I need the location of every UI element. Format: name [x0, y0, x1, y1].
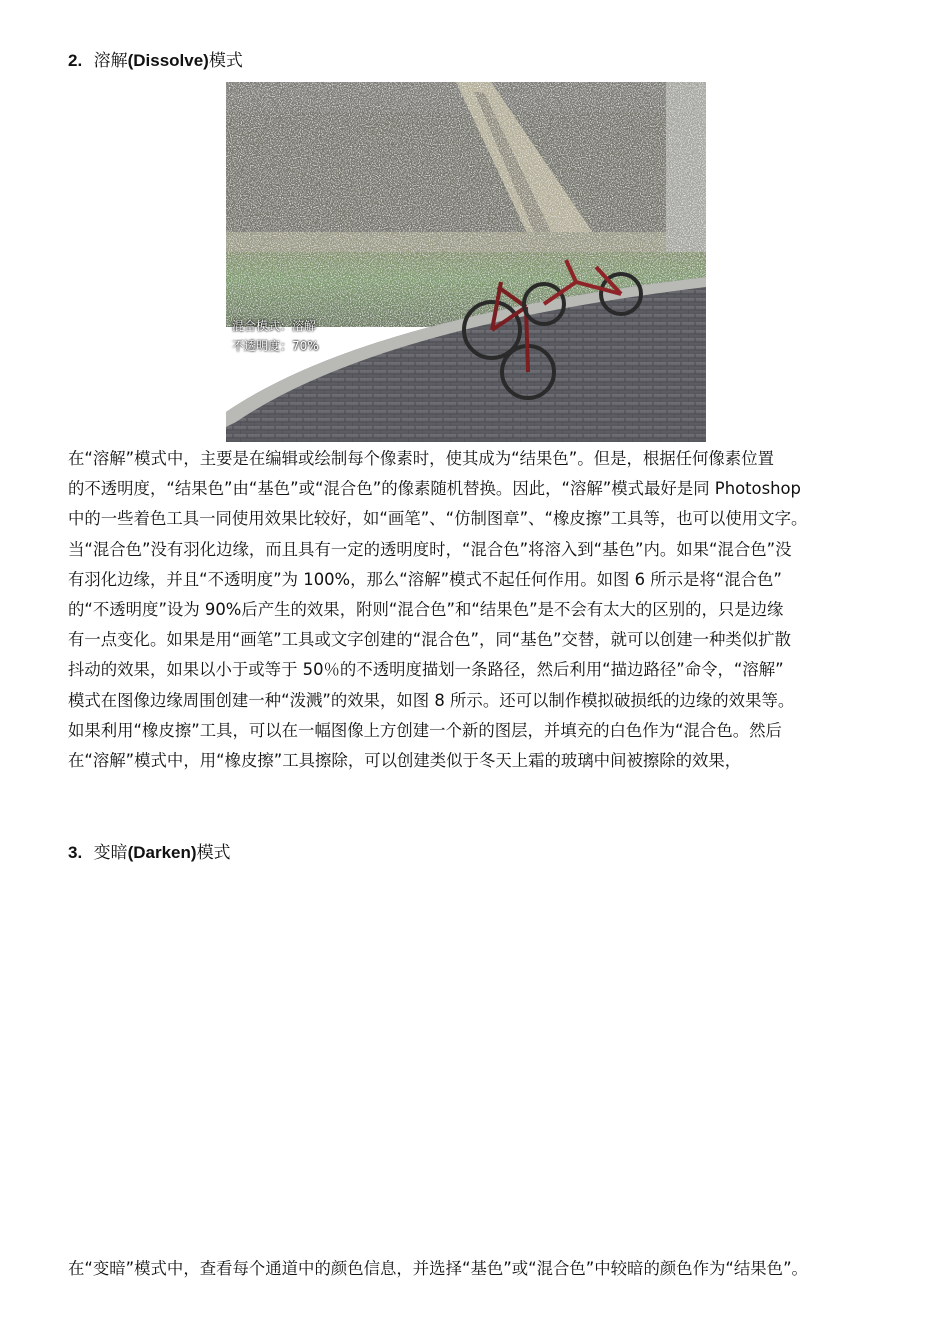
paragraph-line: 当“混合色”没有羽化边缘，而且具有一定的透明度时，“混合色”将溶入到“基色”内。如果“混合色”没 [68, 539, 792, 559]
paragraph-line: 中的一些着色工具一同使用效果比较好，如“画笔”、“仿制图章”、“橡皮擦”工具等，也可以使用文字。 [68, 509, 808, 529]
section-number: 3. [68, 843, 83, 862]
title-cn-prefix: 溶解 [93, 51, 128, 71]
title-en: (Darken) [127, 843, 197, 862]
paragraph-darken [68, 1254, 886, 1284]
overlay-line-mode: 混合模式：溶解 [232, 319, 317, 333]
paragraph-dissolve [68, 444, 886, 776]
title-cn-prefix: 变暗 [93, 843, 128, 863]
paragraph-line: 模式在图像边缘周围创建一种“泼溅”的效果，如图 8 所示。还可以制作模拟破损纸的边缘的效果等。 [68, 690, 795, 710]
title-cn-suffix: 模式 [196, 843, 231, 863]
paragraph-line: 在“变暗”模式中，查看每个通道中的颜色信息，并选择“基色”或“混合色”中较暗的颜色作为“结果色”。 [68, 1259, 808, 1278]
paragraph-line: 的不透明度，“结果色”由“基色”或“混合色”的像素随机替换。因此，“溶解”模式最好是同 Photoshop [68, 479, 801, 499]
section-2-heading [68, 50, 243, 72]
paragraph-line: 有一点变化。如果是用“画笔”工具或文字创建的“混合色”，同“基色”交替，就可以创建一种类似扩散 [68, 630, 791, 650]
paragraph-line: 在“溶解”模式中，用“橡皮擦”工具擦除，可以创建类似于冬天上霜的玻璃中间被擦除的效果， [68, 750, 742, 770]
section-number: 2. [68, 51, 83, 70]
title-en: (Dissolve) [127, 51, 209, 70]
paragraph-line: 有羽化边缘，并且“不透明度”为 100%，那么“溶解”模式不起任何作用。如图 6 所示是将“混合色” [68, 569, 782, 589]
overlay-line-opacity: 不透明度：70% [232, 339, 319, 353]
title-cn-suffix: 模式 [208, 51, 243, 71]
dissolve-example-photo [226, 82, 706, 442]
paragraph-line: 如果利用“橡皮擦”工具，可以在一幅图像上方创建一个新的图层，并填充的白色作为“混合色。然后 [68, 720, 782, 740]
section-3-heading [68, 842, 231, 864]
paragraph-line: 抖动的效果，如果以小于或等于 50％的不透明度描划一条路径，然后利用“描边路径”命令，“溶解” [68, 660, 784, 680]
blend-mode-overlay [232, 316, 319, 356]
paragraph-line: 在“溶解”模式中，主要是在编辑或绘制每个像素时，使其成为“结果色”。但是，根据任何像素位置 [68, 449, 774, 468]
photo-illustration [226, 82, 706, 442]
paragraph-line: 的“不透明度”设为 90%后产生的效果，附则“混合色”和“结果色”是不会有太大的区别的，只是边缘 [68, 599, 784, 619]
